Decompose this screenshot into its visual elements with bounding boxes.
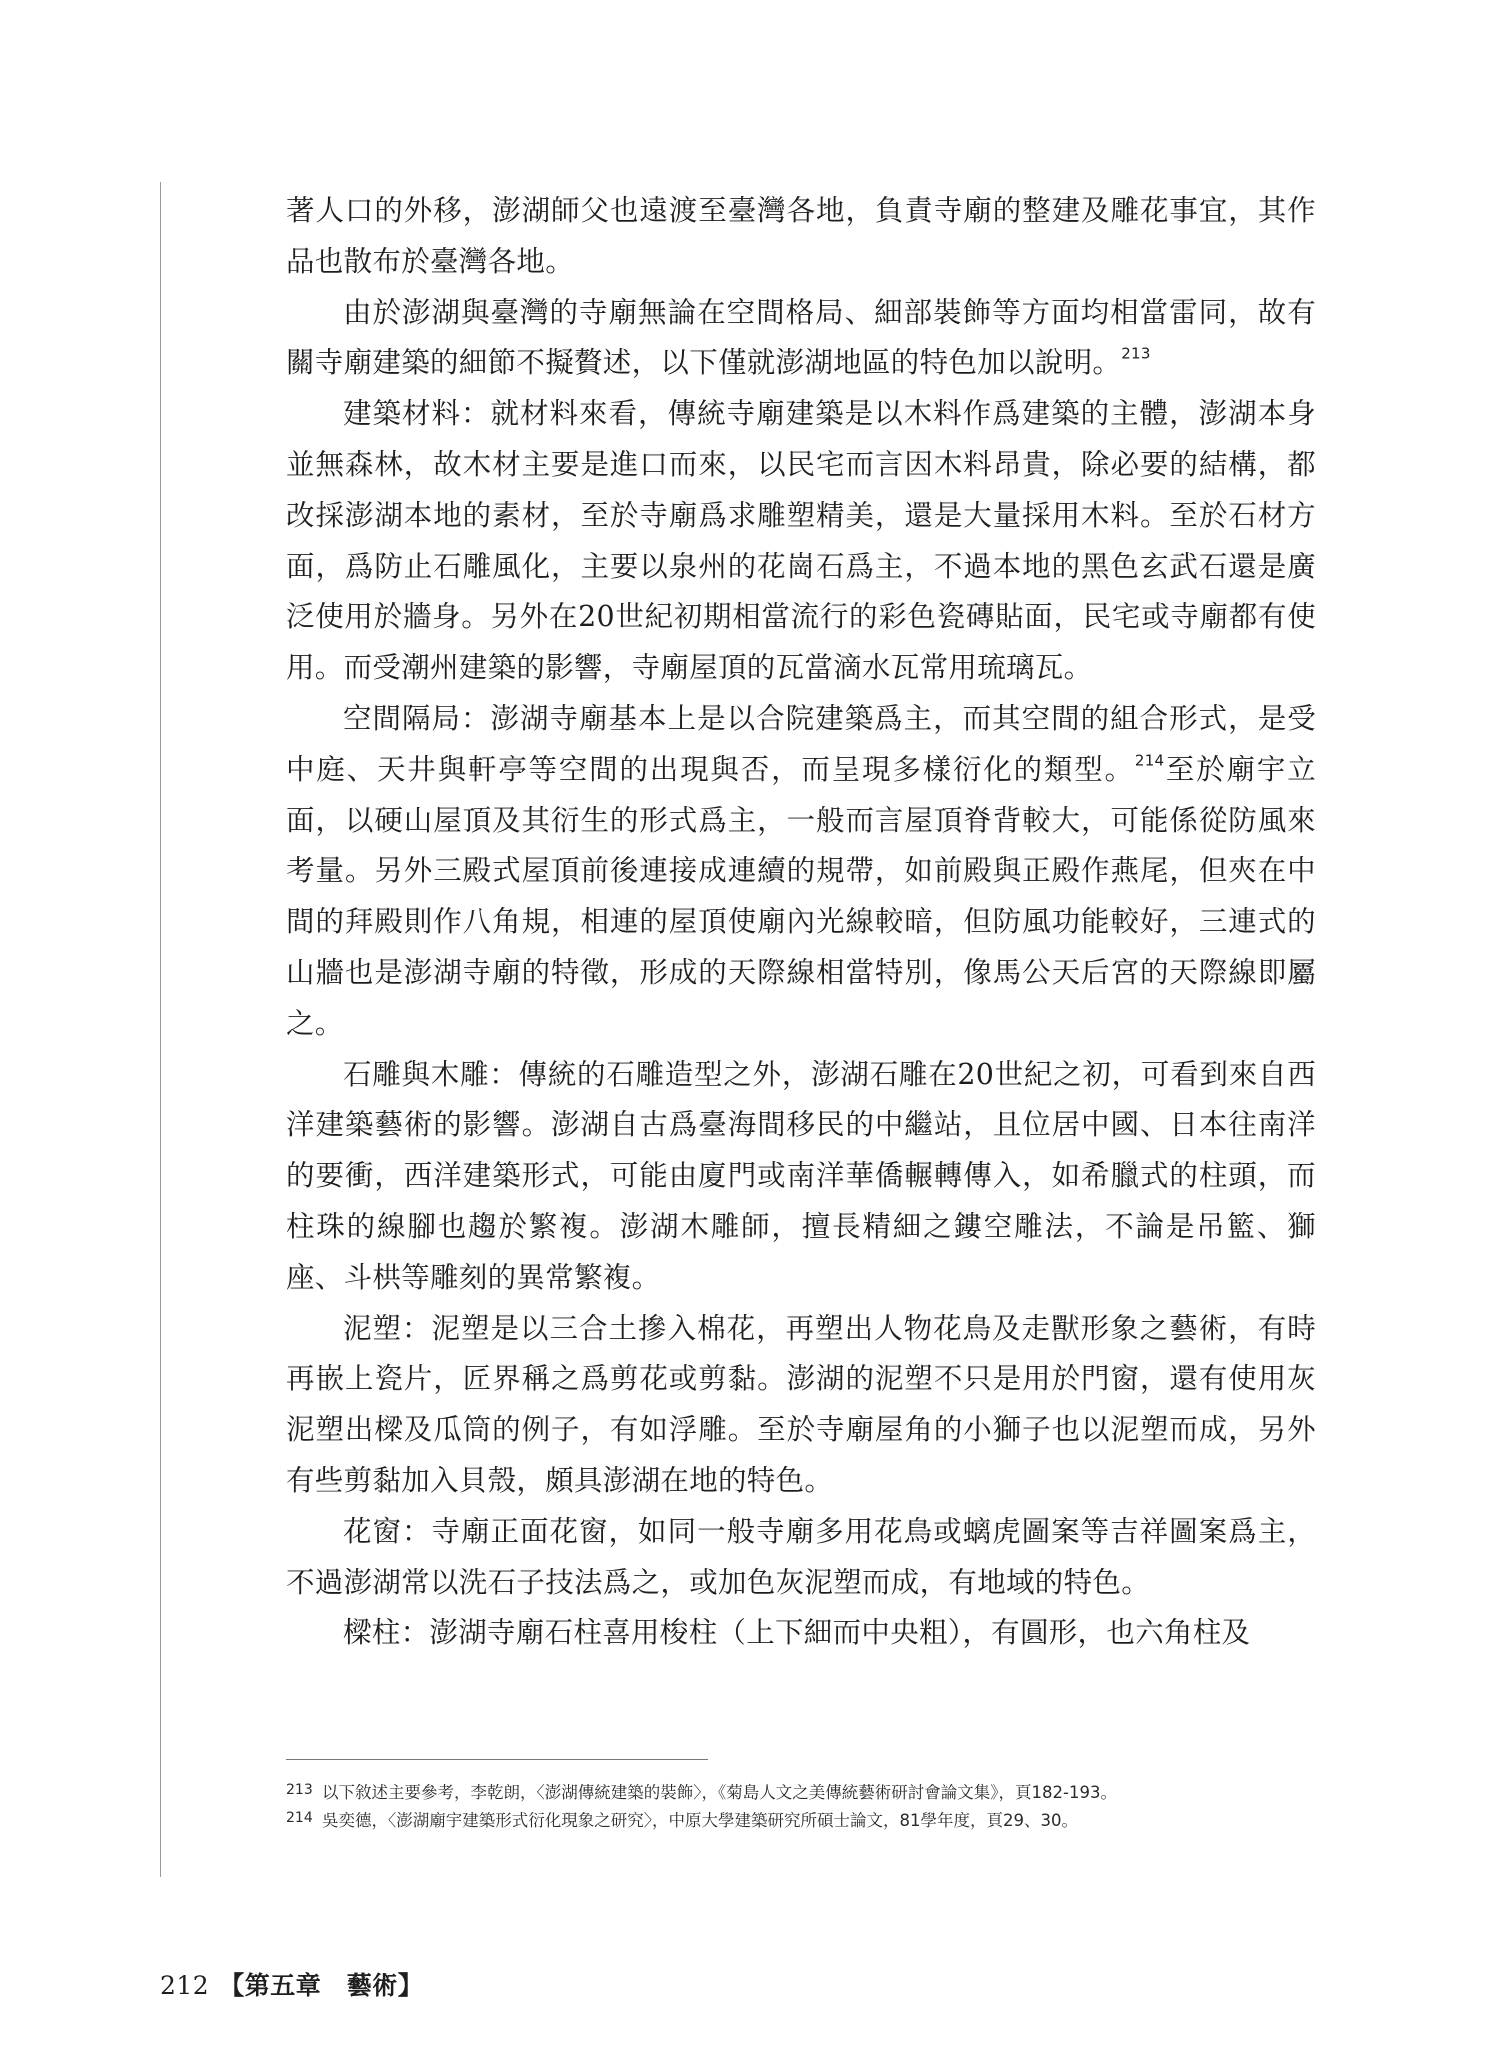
footnote-separator [286,1759,708,1760]
paragraph: 空間隔局：澎湖寺廟基本上是以合院建築爲主，而其空間的組合形式，是受中庭、天井與軒亭等空間的出現與否，而呈現多樣衍化的類型。$^{214}$至於廟宇立面，以硬山屋頂及其衍生的形式爲主，一般而言屋頂脊背較大，可能係從防風來考量。另外三殿式屋頂前後連接成連續的規帶，如前殿與正殿作燕尾，但夾在中間的拜殿則作八角規，相連的屋頂使廟內光線較暗，但防風功能較好，三連式的山牆也是澎湖寺廟的特徵，形成的天際線相當特別，像馬公天后宮的天際線即屬之。 [286,701,1316,1040]
paragraph: 泥塑：泥塑是以三合土摻入棉花，再塑出人物花鳥及走獸形象之藝術，有時再嵌上瓷片，匠界稱之爲剪花或剪黏。澎湖的泥塑不只是用於門窗，還有使用灰泥塑出樑及瓜筒的例子，有如浮雕。至於寺廟屋角的小獅子也以泥塑而成，另外有些剪黏加入貝殼，頗具澎湖在地的特色。 [286,1311,1316,1497]
paragraph: 樑柱：澎湖寺廟石柱喜用梭柱（上下細而中央粗），有圓形，也六角柱及 [343,1616,1251,1650]
chapter-title: 【第五章 藝術】 [219,1971,424,2000]
footnote-text: 以下敘述主要參考，李乾朗，〈澎湖傳統建築的裝飾〉，《菊島人文之美傳統藝術研討會論文集》，頁182-193。 [322,1783,1117,1802]
paragraph: 石雕與木雕：傳統的石雕造型之外，澎湖石雕在20世紀之初，可看到來自西洋建築藝術的影響。澎湖自古爲臺海間移民的中繼站，且位居中國、日本往南洋的要衝，西洋建築形式，可能由廈門或南洋華僑輾轉傳入，如希臘式的柱頭，而柱珠的線腳也趨於繁複。澎湖木雕師，擅長精細之鏤空雕法，不論是吊籃、獅座、斗栱等雕刻的異常繁複。 [286,1057,1316,1294]
footnotes [286,1779,1316,1835]
footnote-ref[interactable]: 214 [1134,751,1165,770]
page-footer [160,1966,423,2002]
page-number: 212 [160,1971,210,2000]
paragraph: 花窗：寺廟正面花窗，如同一般寺廟多用花鳥或螭虎圖案等吉祥圖案爲主，不過澎湖常以洗石子技法爲之，或加色灰泥塑而成，有地域的特色。 [286,1514,1316,1599]
left-margin-rule [160,182,161,1877]
footnote-ref[interactable]: 213 [1121,344,1151,363]
paragraph: 建築材料：就材料來看，傳統寺廟建築是以木料作爲建築的主體，澎湖本身並無森林，故木材主要是進口而來，以民宅而言因木料昂貴，除必要的結構，都改採澎湖本地的素材，至於寺廟爲求雕塑精美，還是大量採用木料。至於石材方面，爲防止石雕風化，主要以泉州的花崗石爲主，不過本地的黑色玄武石還是廣泛使用於牆身。另外在20世紀初期相當流行的彩色瓷磚貼面，民宅或寺廟都有使用。而受潮州建築的影響，寺廟屋頂的瓦當滴水瓦常用琉璃瓦。 [286,397,1316,685]
paragraph: 著人口的外移，澎湖師父也遠渡至臺灣各地，負責寺廟的整建及雕花事宜，其作品也散布於臺灣各地。 [286,194,1316,278]
footnote-number: 213 [286,1782,313,1798]
paragraph: 由於澎湖與臺灣的寺廟無論在空間格局、細部裝飾等方面均相當雷同，故有關寺廟建築的細節不擬贅述，以下僅就澎湖地區的特色加以說明。$^{213}$ [286,295,1316,380]
footnote [286,1807,1316,1835]
footnote-number: 214 [286,1810,313,1826]
footnote [286,1779,1316,1807]
footnote-text: 吳奕德，〈澎湖廟宇建築形式衍化現象之研究〉，中原大學建築研究所碩士論文，81學年度，頁29、30。 [322,1811,1078,1830]
main-text [286,186,1316,1659]
